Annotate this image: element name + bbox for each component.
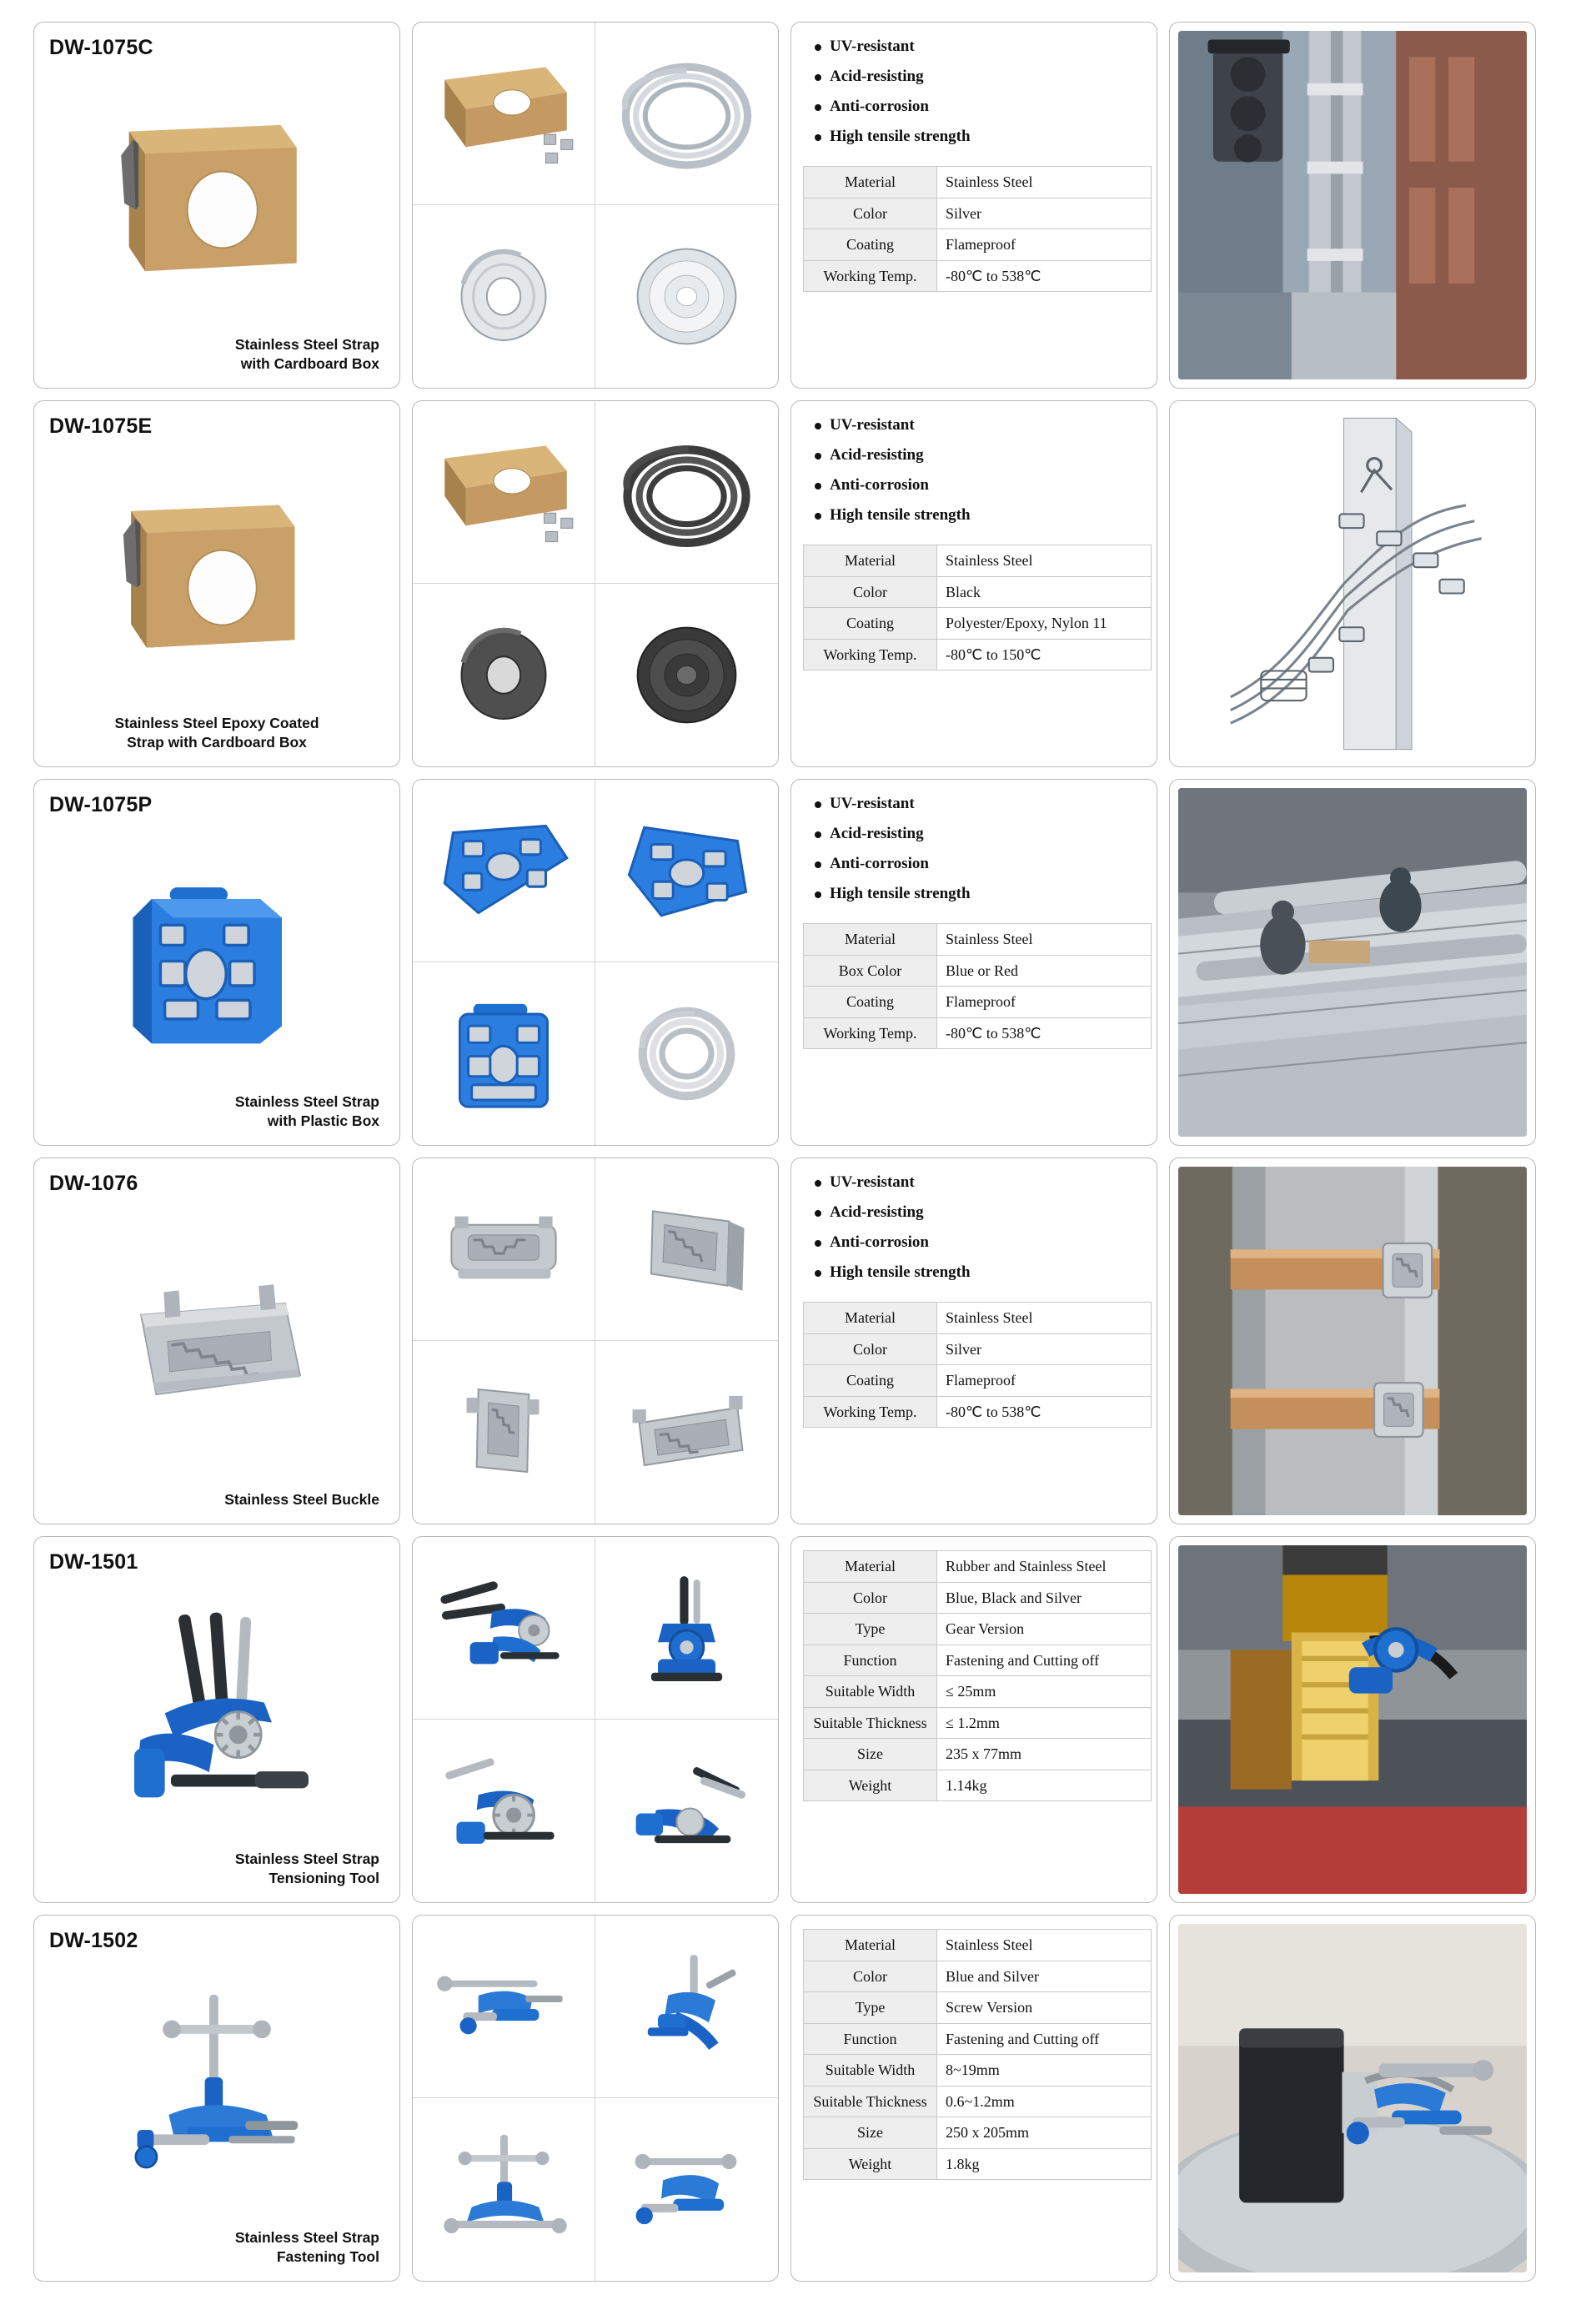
spec-value: ≤ 1.2mm — [937, 1707, 1152, 1739]
thumbnail-fastening-tool-angle — [595, 1916, 778, 2098]
spec-value: Stainless Steel — [937, 167, 1152, 198]
spec-row — [804, 1551, 1152, 1583]
feature-item: Acid-resisting — [813, 825, 1138, 843]
spec-key: Color — [804, 198, 937, 229]
product-hero-image — [49, 60, 384, 335]
product-caption: Stainless Steel Strap with Plastic Box — [234, 1092, 379, 1130]
product-spec-cell — [790, 779, 1157, 1146]
spec-key: Coating — [804, 229, 937, 261]
product-thumbnails — [412, 400, 779, 767]
spec-row — [804, 1396, 1152, 1428]
thumbnail-strap-coil-open — [595, 23, 778, 205]
spec-key: Suitable Width — [804, 2055, 937, 2087]
product-main-cell — [33, 779, 400, 1146]
spec-value: Black — [937, 576, 1152, 608]
spec-key: Coating — [804, 1365, 937, 1397]
spec-key: Working Temp. — [804, 639, 937, 670]
spec-table — [803, 923, 1152, 1049]
product-hero-image — [49, 1574, 384, 1850]
thumbnail-strap-coil-flat — [595, 205, 778, 388]
product-caption: Stainless Steel Strap with Cardboard Box — [234, 335, 379, 373]
thumbnail-black-strap-coil-flat — [595, 584, 778, 766]
spec-key: Coating — [804, 608, 937, 640]
feature-item: Anti-corrosion — [813, 476, 1138, 495]
spec-key: Color — [804, 1961, 937, 1992]
product-spec-cell — [790, 1158, 1157, 1524]
feature-item: UV-resistant — [813, 1173, 1138, 1192]
feature-list — [795, 790, 1153, 923]
feature-item: High tensile strength — [813, 1263, 1138, 1282]
thumbnail-tensioning-tool-angle — [595, 1720, 778, 1902]
thumbnail-plastic-box-angle-2 — [595, 780, 778, 962]
thumbnail-black-strap-coil-side — [413, 584, 595, 766]
product-spec-cell — [790, 1536, 1157, 1903]
thumbnail-steel-coil — [595, 962, 778, 1145]
spec-key: Material — [804, 167, 937, 198]
spec-value: Stainless Steel — [937, 545, 1152, 577]
spec-value: Stainless Steel — [937, 924, 1152, 956]
spec-value: Fastening and Cutting off — [937, 1645, 1152, 1676]
spec-key: Color — [804, 576, 937, 608]
spec-row — [804, 1961, 1152, 1992]
spec-key: Material — [804, 1303, 937, 1334]
feature-item: High tensile strength — [813, 885, 1138, 903]
application-photo — [1178, 1545, 1527, 1894]
spec-key: Function — [804, 2023, 937, 2055]
feature-item: UV-resistant — [813, 38, 1138, 56]
spec-row — [804, 955, 1152, 987]
spec-table — [803, 1929, 1152, 2180]
spec-value: -80℃ to 538℃ — [937, 260, 1152, 292]
spec-row — [804, 1303, 1152, 1334]
product-thumbnails — [412, 1536, 779, 1903]
spec-value: Stainless Steel — [937, 1303, 1152, 1334]
spec-key: Suitable Width — [804, 1676, 937, 1708]
feature-list — [795, 33, 1153, 166]
spec-key: Type — [804, 1614, 937, 1645]
spec-value: 235 x 77mm — [937, 1739, 1152, 1770]
spec-value: Fastening and Cutting off — [937, 2023, 1152, 2055]
thumbnail-buckle-side — [413, 1341, 595, 1524]
feature-item: Anti-corrosion — [813, 1233, 1138, 1252]
spec-row — [804, 2023, 1152, 2055]
product-code: DW-1075P — [49, 793, 153, 816]
spec-row — [804, 1645, 1152, 1676]
spec-value: Screw Version — [937, 1992, 1152, 2024]
spec-row — [804, 639, 1152, 670]
spec-row — [804, 1992, 1152, 2024]
product-row — [33, 22, 1563, 389]
application-photo — [1178, 409, 1527, 758]
thumbnail-buckle-top — [413, 1158, 595, 1341]
spec-key: Material — [804, 1930, 937, 1961]
spec-value: Rubber and Stainless Steel — [937, 1551, 1152, 1583]
spec-key: Suitable Thickness — [804, 2086, 937, 2117]
spec-row — [804, 1614, 1152, 1645]
spec-row — [804, 576, 1152, 608]
spec-value: 8~19mm — [937, 2055, 1152, 2087]
spec-value: Gear Version — [937, 1614, 1152, 1645]
application-photo-cell — [1169, 779, 1536, 1146]
feature-item: Anti-corrosion — [813, 855, 1138, 873]
spec-key: Coating — [804, 987, 937, 1018]
spec-key: Type — [804, 1992, 937, 2024]
spec-row — [804, 1017, 1152, 1049]
spec-value: Silver — [937, 198, 1152, 229]
spec-row — [804, 924, 1152, 956]
feature-item: High tensile strength — [813, 128, 1138, 146]
spec-row — [804, 2117, 1152, 2149]
spec-value: Polyester/Epoxy, Nylon 11 — [937, 608, 1152, 640]
product-hero-image — [49, 1953, 384, 2228]
product-spec-cell — [790, 1915, 1157, 2282]
spec-key: Material — [804, 924, 937, 956]
feature-item: UV-resistant — [813, 416, 1138, 434]
thumbnail-box-top — [413, 23, 595, 205]
spec-table — [803, 545, 1152, 670]
spec-key: Material — [804, 1551, 937, 1583]
spec-key: Weight — [804, 2148, 937, 2180]
spec-key: Working Temp. — [804, 260, 937, 292]
thumbnail-black-strap-coil-open — [595, 401, 778, 584]
application-photo-cell — [1169, 1536, 1536, 1903]
application-photo — [1178, 31, 1527, 379]
product-code: DW-1502 — [49, 1929, 138, 1952]
spec-row — [804, 545, 1152, 577]
product-spec-cell — [790, 22, 1157, 389]
spec-row — [804, 1582, 1152, 1614]
thumbnail-plastic-box-front — [413, 962, 595, 1145]
thumbnail-tensioning-tool-gear — [413, 1720, 595, 1902]
application-photo — [1178, 788, 1527, 1137]
thumbnail-buckle-flat — [595, 1341, 778, 1524]
spec-value: -80℃ to 538℃ — [937, 1017, 1152, 1049]
spec-value: 250 x 205mm — [937, 2117, 1152, 2149]
spec-key: Function — [804, 1645, 937, 1676]
spec-key: Size — [804, 2117, 937, 2149]
spec-value: 1.8kg — [937, 2148, 1152, 2180]
spec-row — [804, 2086, 1152, 2117]
feature-item: Acid-resisting — [813, 1203, 1138, 1222]
product-code: DW-1075E — [49, 414, 153, 438]
product-row — [33, 400, 1563, 767]
product-row — [33, 779, 1563, 1146]
product-caption: Stainless Steel Buckle — [224, 1491, 379, 1509]
product-hero-image — [49, 1196, 384, 1490]
product-main-cell — [33, 1536, 400, 1903]
thumbnail-tensioning-tool-front — [595, 1537, 778, 1720]
spec-value: -80℃ to 150℃ — [937, 639, 1152, 670]
thumbnail-fastening-tool-rear — [595, 2098, 778, 2281]
thumbnail-strap-coil-side — [413, 205, 595, 388]
product-code: DW-1501 — [49, 1550, 138, 1574]
spec-key: Suitable Thickness — [804, 1707, 937, 1739]
product-thumbnails — [412, 1915, 779, 2282]
spec-key: Box Color — [804, 955, 937, 987]
feature-list — [795, 1168, 1153, 1302]
product-thumbnails — [412, 1158, 779, 1524]
thumbnail-plastic-box-angle-1 — [413, 780, 595, 962]
product-hero-image — [49, 439, 384, 714]
spec-value: Blue or Red — [937, 955, 1152, 987]
spec-table — [803, 166, 1152, 292]
spec-table — [803, 1302, 1152, 1428]
product-code: DW-1075C — [49, 36, 153, 59]
product-spec-cell — [790, 400, 1157, 767]
thumbnail-fastening-tool-front — [413, 2098, 595, 2281]
spec-value: Flameproof — [937, 987, 1152, 1018]
product-main-cell — [33, 1915, 400, 2282]
spec-value: Blue and Silver — [937, 1961, 1152, 1992]
product-hero-image — [49, 817, 384, 1092]
spec-row — [804, 229, 1152, 261]
feature-item: Acid-resisting — [813, 446, 1138, 465]
product-thumbnails — [412, 779, 779, 1146]
product-main-cell — [33, 1158, 400, 1524]
spec-key: Working Temp. — [804, 1396, 937, 1428]
feature-item: UV-resistant — [813, 795, 1138, 813]
spec-value: 0.6~1.2mm — [937, 2086, 1152, 2117]
feature-item: Anti-corrosion — [813, 98, 1138, 116]
spec-row — [804, 198, 1152, 229]
application-photo-cell — [1169, 1915, 1536, 2282]
feature-item: High tensile strength — [813, 506, 1138, 525]
spec-value: ≤ 25mm — [937, 1676, 1152, 1708]
spec-key: Size — [804, 1739, 937, 1770]
product-row — [33, 1536, 1563, 1903]
application-photo-cell — [1169, 22, 1536, 389]
feature-item: Acid-resisting — [813, 68, 1138, 86]
feature-list — [795, 411, 1153, 545]
spec-row — [804, 1930, 1152, 1961]
product-main-cell — [33, 22, 400, 389]
spec-key: Weight — [804, 1770, 937, 1801]
spec-table — [803, 1550, 1152, 1801]
product-caption: Stainless Steel Strap Tensioning Tool — [234, 1850, 379, 1887]
spec-value: Blue, Black and Silver — [937, 1582, 1152, 1614]
spec-row — [804, 1770, 1152, 1801]
product-caption: Stainless Steel Epoxy Coated Strap with Cardboard Box — [114, 714, 319, 751]
thumbnail-buckle-angle — [595, 1158, 778, 1341]
spec-key: Material — [804, 545, 937, 577]
thumbnail-fastening-tool-side — [413, 1916, 595, 2098]
product-main-cell — [33, 400, 400, 767]
thumbnail-tensioning-tool-side — [413, 1537, 595, 1720]
spec-row — [804, 167, 1152, 198]
application-photo — [1178, 1924, 1527, 2272]
spec-value: 1.14kg — [937, 1770, 1152, 1801]
application-photo — [1178, 1167, 1527, 1515]
thumbnail-box-top — [413, 401, 595, 584]
spec-row — [804, 2055, 1152, 2087]
spec-key: Color — [804, 1582, 937, 1614]
spec-row — [804, 1365, 1152, 1397]
spec-row — [804, 608, 1152, 640]
spec-value: Flameproof — [937, 1365, 1152, 1397]
spec-row — [804, 987, 1152, 1018]
spec-value: Flameproof — [937, 229, 1152, 261]
spec-key: Color — [804, 1333, 937, 1365]
spec-key: Working Temp. — [804, 1017, 937, 1049]
product-thumbnails — [412, 22, 779, 389]
spec-row — [804, 1333, 1152, 1365]
spec-row — [804, 1739, 1152, 1770]
product-caption: Stainless Steel Strap Fastening Tool — [234, 2228, 379, 2266]
product-code: DW-1076 — [49, 1172, 138, 1195]
product-row — [33, 1158, 1563, 1524]
application-photo-cell — [1169, 400, 1536, 767]
spec-value: -80℃ to 538℃ — [937, 1396, 1152, 1428]
spec-value: Stainless Steel — [937, 1930, 1152, 1961]
spec-row — [804, 260, 1152, 292]
spec-row — [804, 1676, 1152, 1708]
product-row — [33, 1915, 1563, 2282]
spec-row — [804, 2148, 1152, 2180]
spec-row — [804, 1707, 1152, 1739]
spec-value: Silver — [937, 1333, 1152, 1365]
application-photo-cell — [1169, 1158, 1536, 1524]
